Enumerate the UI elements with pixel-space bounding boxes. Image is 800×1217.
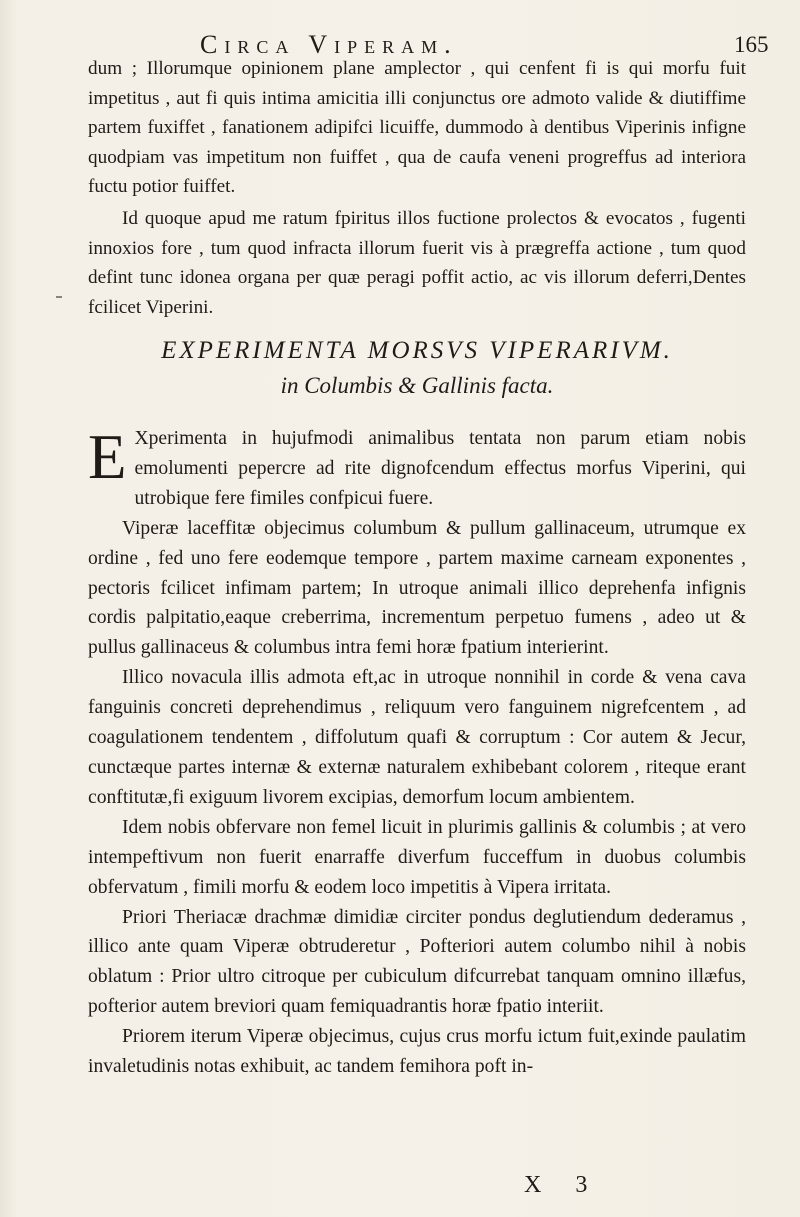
body-paragraph-5: Priori Theriacæ drachmæ dimidiæ circiter pondus deglutiendum dederamus , illico ante quam Viperæ obtruderetur , Pofteriori autem columbo nihil à nobis oblatum : Prior ultro citroque per cubiculum difcurrebat tanquam omnino illæfus, pofterior autem breviori quam femiquadrantis horæ fpatio interiit. bbox=[88, 906, 746, 1018]
section-subtitle: in Columbis & Gallinis facta. bbox=[280, 373, 554, 398]
running-head: Circa Viperam. bbox=[200, 30, 458, 59]
page-number: 165 bbox=[734, 32, 769, 57]
section-title: EXPERIMENTA MORSVS VIPERARIVM. bbox=[161, 337, 673, 364]
body-paragraph-6: Priorem iterum Viperæ objecimus, cujus crus morfu ictum fuit,exinde paulatim invaletudinis notas exhibuit, ac tandem femihora poft in- bbox=[88, 1026, 746, 1078]
intro-paragraph-2-text: Id quoque apud me ratum fpiritus illos fuctione prolectos & evocatos , fugenti innoxios fore , tum quod infracta illorum fuerit vis à prægreffa actione , tum quod defint tunc idonea organa per quæ peragi poffit actio, ac vis illorum deferri,Dentes fcilicet Viperini. bbox=[88, 208, 746, 318]
body-paragraph-2: Viperæ laceffitæ objecimus columbum & pullum gallinaceum, utrumque ex ordine , fed uno fere eodemque tempore , partem maxime carneam exponentes , pectoris fcilicet infimam partem; In utroque animali illico deprehenfa infignis cordis palpitatio,eaque creberrima, incrementum perpetuo fumens , adeo ut & pullus gallinaceus & columbus intra femi horæ fpatium interierint. bbox=[88, 517, 746, 659]
main-text bbox=[88, 424, 746, 1082]
body-paragraph-3: Illico novacula illis admota eft,ac in utroque nonnihil in corde & vena cava fanguinis concreti deprehendimus , reliquum vero fanguinem nigrefcentem , ad coagulationem tendentem , diffolutum quafi & corruptum : Cor autem & Jecur, cunctæque partes internæ & externæ naturalem exhibebant colorem , riteque erant conftitutæ,fi exiguum livorem excipias, demorfum locum ambientem. bbox=[88, 667, 746, 808]
drop-cap: E bbox=[88, 422, 127, 492]
intro-paragraph-2 bbox=[88, 204, 746, 322]
intro-paragraph-1: dum ; Illorumque opinionem plane amplector , qui cenfent fi is qui morfu fuit impetitus , aut fi quis intima amicitia illi conjunctus ore admoto valide & diutiffime partem fuxiffet , fanationem adipifci licuiffe, dummodo à dentibus Viperinis infigne quodpiam vas impetitum non fuiffet , qua de caufa veneni progreffus ad interiora fuctu potior fuiffet. bbox=[88, 58, 746, 197]
body-paragraph-1: Xperimenta in hujufmodi animalibus tentata non parum etiam nobis emolumenti pepercre ad rite dignofcendum effectus morfus Viperini, qui utrobique fere fimiles confpicui fuere. bbox=[134, 428, 746, 509]
margin-mark bbox=[56, 296, 62, 298]
signature-mark: X 3 bbox=[524, 1172, 602, 1198]
body-paragraph-4: Idem nobis obfervare non femel licuit in plurimis gallinis & columbis ; at vero intempeftivum non fuerit enarraffe diverfum fucceffum in duobus columbis obfervatum , fimili morfu & eodem loco impetitis à Vipera irritata. bbox=[88, 816, 746, 898]
